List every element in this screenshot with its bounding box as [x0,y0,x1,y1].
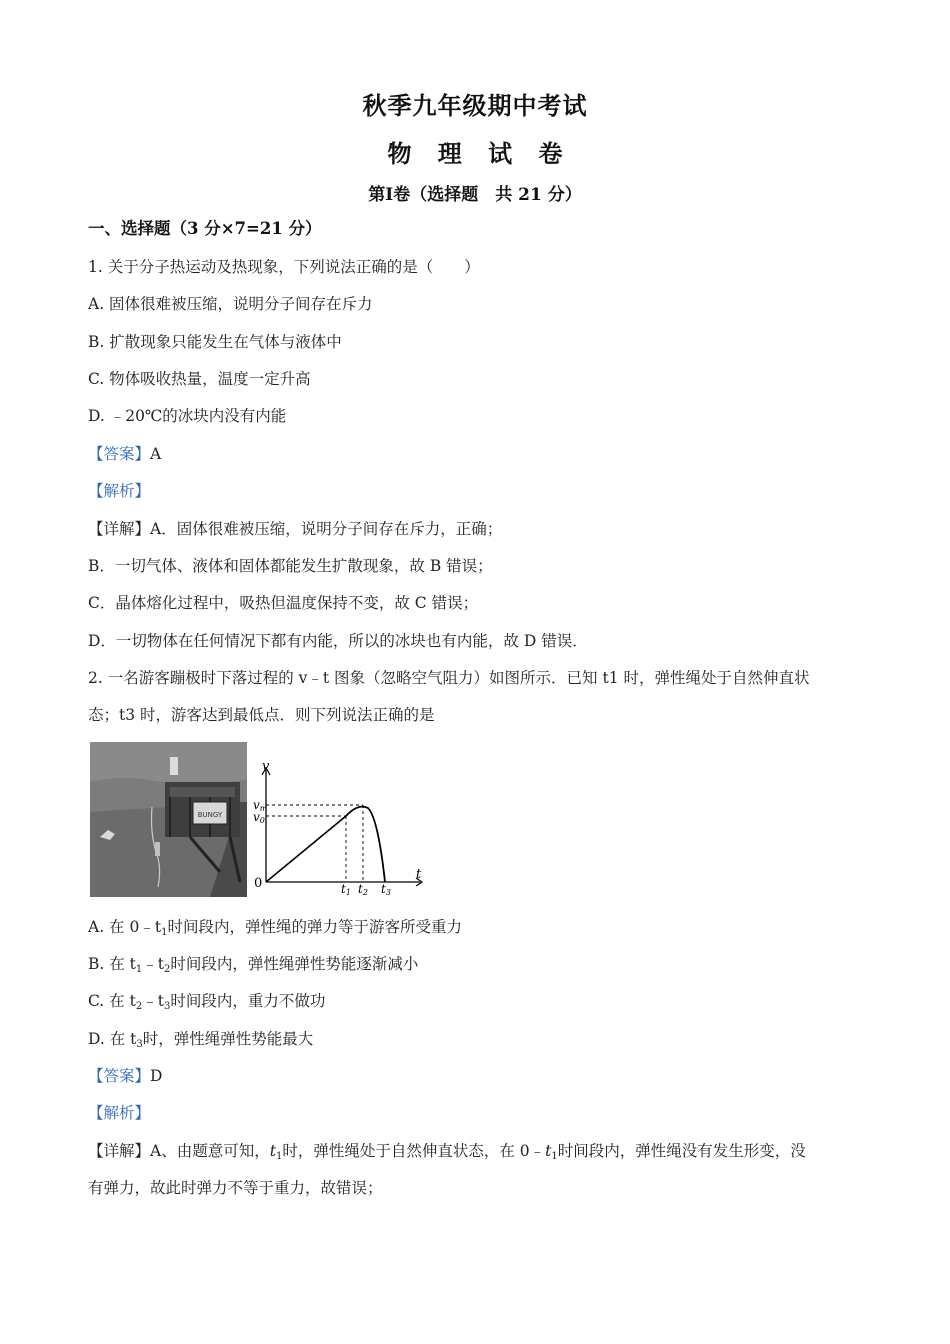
q2-option-a: A. 在 $0﹣t_1$时间段内，弹性绳的弹力等于游客所受重力 [88,918,462,938]
vt-graph [250,760,430,895]
detail-tag: 【详解】 [88,520,151,538]
q2-stem-line2: 态；t3 时，游客达到最低点．则下列说法正确的是 [88,706,435,724]
q1-option-a: A. 固体很难被压缩，说明分子间存在斥力 [88,295,373,313]
q1-option-d: D. ﹣20℃的冰块内没有内能 [88,407,287,425]
q2-stem-line1: 2. 一名游客蹦极时下落过程的 v﹣t 图象（忽略空气阻力）如图所示．已知 t1 时，弹性绳处于自然伸直状 [88,669,810,687]
q2-option-b: B. 在 $t_1﹣t_2$时间段内，弹性绳弹性势能逐渐减小 [88,955,419,975]
bungee-photo [90,742,247,897]
q1-stem: 1. 关于分子热运动及热现象，下列说法正确的是（ ） [88,258,480,276]
q2-detail-line1: 【详解】A、由题意可知，$t_1$时，弹性绳处于自然伸直状态，在 $0﹣t_1$时间段内，弹性绳没有发生形变，没 [88,1142,806,1162]
volume-heading: 第Ⅰ卷（选择题 共 21 分） [368,185,582,205]
t3-label: t3 [381,882,391,895]
exam-subtitle: 物 理 试 卷 [387,139,563,168]
q1-answer [88,444,161,464]
exam-title: 秋季九年级期中考试 [362,91,588,120]
x-axis-label: t [416,867,422,882]
q1-detail-d: D．一切物体在任何情况下都有内能，所以的冰块也有内能，故 D 错误． [88,632,588,650]
q2-detail-line2: 有弹力，故此时弹力不等于重力，故错误； [88,1179,383,1197]
q1-option-c: C. 物体吸收热量，温度一定升高 [88,370,311,388]
q1-detail-c: C．晶体熔化过程中，吸热但温度保持不变，故 C 错误； [88,594,479,612]
q1-detail-b: B．一切气体、液体和固体都能发生扩散现象，故 B 错误； [88,557,493,575]
v0-label: v0 [253,810,265,825]
q2-answer [88,1066,162,1086]
answer-tag: 【答案】 [88,1067,151,1085]
answer-tag: 【答案】 [88,445,151,463]
t1-label: t1 [341,882,351,895]
vm-label: vm [253,798,268,813]
answer-value: D [150,1067,163,1085]
q1-option-b: B. 扩散现象只能发生在气体与液体中 [88,333,342,351]
q2-option-d: D. 在 $t_3$时，弹性绳弹性势能最大 [88,1030,314,1050]
origin-label: 0 [254,876,263,891]
y-axis-label: v [262,760,270,774]
answer-value: A [150,445,162,463]
detail-text: A．固体很难被压缩，说明分子间存在斥力，正确； [150,520,503,538]
q2-option-c: C. 在 $t_2﹣t_3$时间段内，重力不做功 [88,992,326,1012]
q2-analysis-tag: 【解析】 [88,1104,151,1122]
q1-detail-a [88,519,502,539]
q1-analysis-tag: 【解析】 [88,482,151,500]
t2-label: t2 [358,882,368,895]
section-heading: 一、选择题（3 分×7=21 分） [88,219,322,238]
bungy-sign: BUNGY [197,811,223,819]
